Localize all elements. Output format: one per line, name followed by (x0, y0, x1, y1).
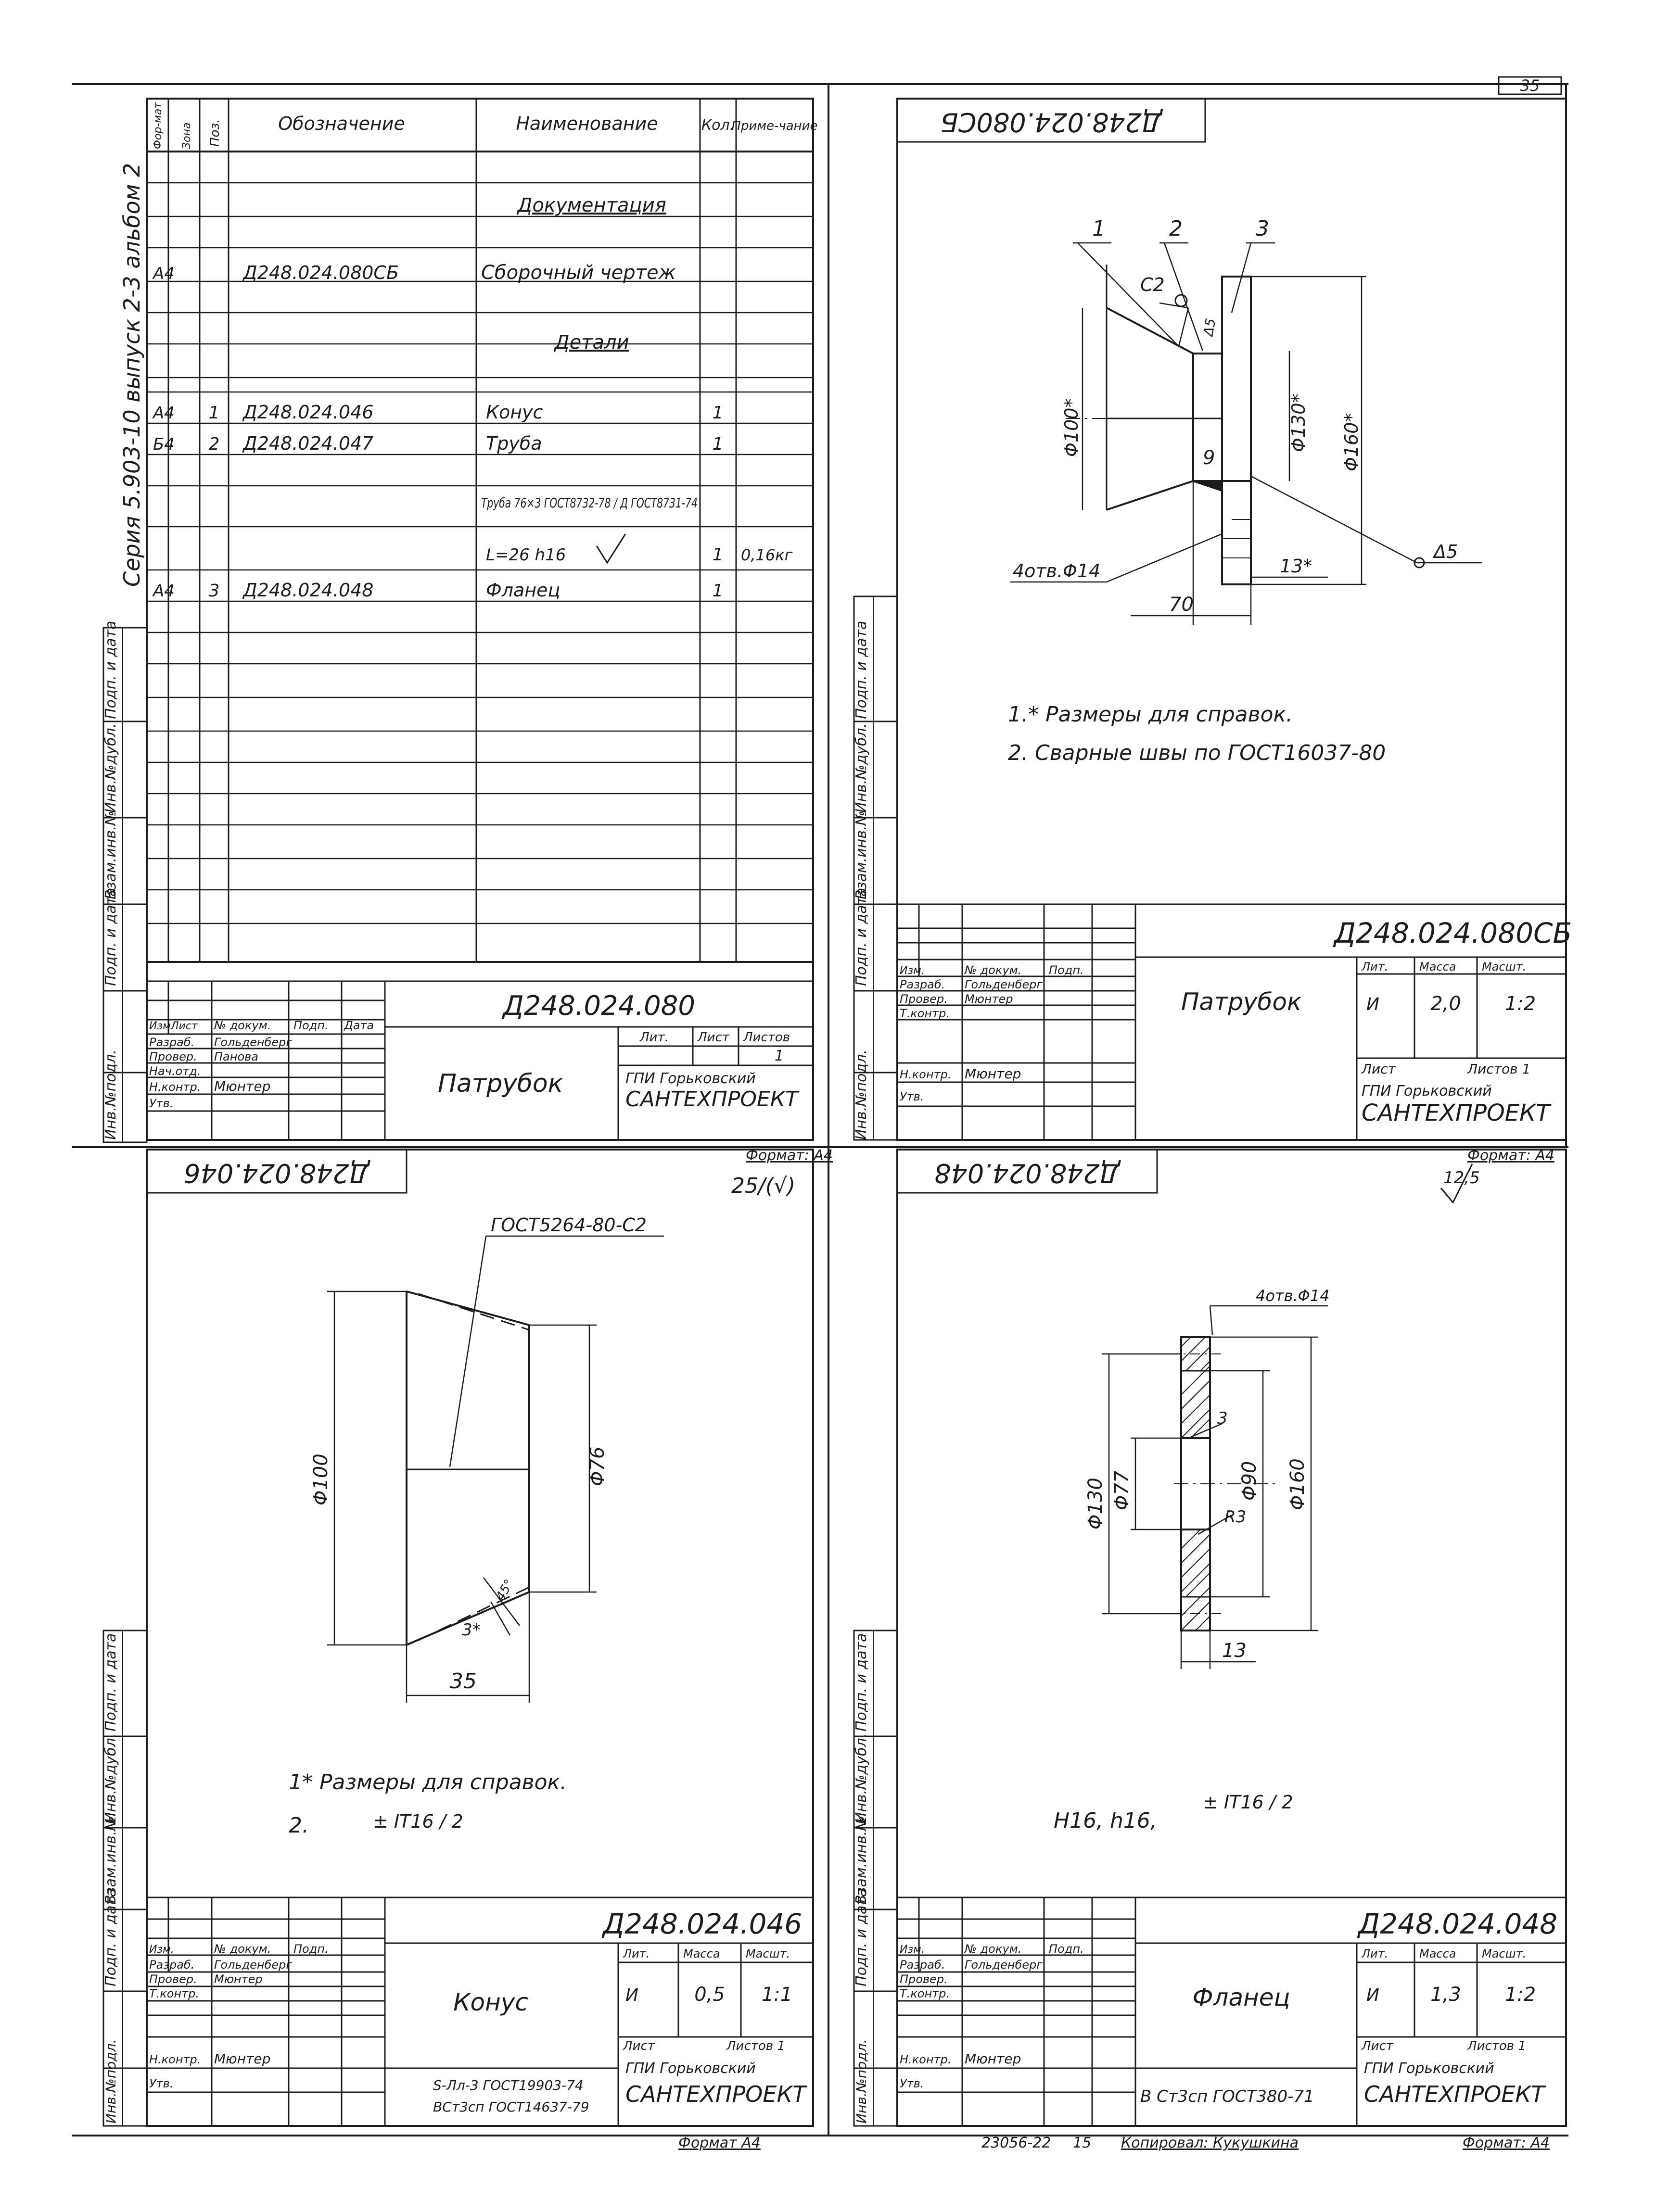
asm-dim-pipe-gap: 9 (1203, 447, 1215, 469)
asm-stamp-person-role-1: Провер. (900, 992, 948, 1006)
flange-stamp-person-role-1: Провер. (900, 1972, 948, 1986)
cone-stamp-person-role-2: Т.контр. (149, 1987, 200, 2000)
cone-stamp-material-2: ВСт3сп ГОСТ14637-79 (433, 2099, 589, 2115)
spec-row-details-name: Детали (554, 331, 629, 354)
spec-stamp-code: Д248.024.080 (502, 990, 696, 1022)
asm-dim-d130: Φ130* (1288, 393, 1309, 452)
asm-stamp-org1: ГПИ Горьковский (1362, 1083, 1492, 1100)
asm-note-1: 1.* Размеры для справок. (1008, 702, 1293, 727)
asm-callout-2: 2 (1169, 216, 1183, 241)
spec-row-pipe-material: Труба 76×3 ГОСТ8732-78 / Д ГОСТ8731-74 (481, 495, 698, 511)
cone-stamp-org2: САНТЕХПРОЕКТ (625, 2081, 806, 2107)
flange-stamp-person-name-3: Мюнтер (965, 2051, 1021, 2067)
flange-note-1: H16, h16, (1054, 1808, 1157, 1833)
flange-dim-d77: Φ77 (1111, 1470, 1133, 1510)
flange-stamp-material: В Ст3сп ГОСТ380-71 (1140, 2087, 1314, 2106)
side-label-inv-dubl: Инв.№дубл. (102, 723, 119, 813)
flange-stamp-code: Д248.024.048 (1358, 1908, 1558, 1940)
asm-dim-weld2: Δ5 (1434, 541, 1458, 562)
asm-dim-d100: Φ100* (1061, 398, 1082, 457)
spec-row-flange-qty: 1 (712, 581, 724, 601)
flange-stamp-person-role-4: Утв. (900, 2077, 924, 2090)
spec-header-qty: Кол. (701, 117, 735, 134)
cone-stamp-org1: ГПИ Горьковский (625, 2060, 756, 2077)
side-label-inv-podl: Инв.№подл. (102, 1049, 119, 1140)
flange-note-tolerance: ± IT16 / 2 (1203, 1792, 1293, 1813)
side-label-sign-date-1: Подп. и дата (102, 620, 119, 719)
flange-stamp-lit: Лит. (1362, 1947, 1388, 1960)
spec-row-asm-designation: Д248.024.080СБ (243, 262, 399, 283)
flange-dim-r3: R3 (1224, 1507, 1247, 1527)
spec-row-length-note: 0,16кг (741, 546, 793, 564)
spec-row-cone-designation: Д248.024.046 (243, 402, 374, 423)
cone-stamp-person-role-0: Разраб. (149, 1958, 195, 1972)
asm-side-label-inv-dubl: Инв.№дубл. (853, 723, 870, 813)
spec-header-zone: Зона (181, 122, 193, 149)
asm-callout-1: 1 (1092, 216, 1106, 241)
cone-stamp-role-3: Подп. (293, 1942, 329, 1956)
asm-dim-len: 70 (1169, 594, 1194, 616)
side-label-vzam-inv: Взам.инв.№ (102, 810, 119, 899)
asm-stamp-person-role-2: Т.контр. (900, 1007, 950, 1020)
asm-stamp-role-0: Изм. (900, 965, 925, 977)
spec-row-pipe-format: Б4 (153, 435, 175, 454)
cone-stamp-role-0: Изм. (149, 1944, 174, 1956)
flange-top-code: Д248.024.048 (934, 1158, 1120, 1188)
flange-stamp-org1: ГПИ Горьковский (1364, 2060, 1494, 2077)
spec-row-cone-name: Конус (486, 402, 543, 423)
flange-stamp-role-0: Изм. (900, 1944, 925, 1956)
spec-stamp-role-list: Лист (171, 1020, 198, 1032)
asm-weld-leg: Δ5 (1200, 317, 1219, 338)
asm-stamp-person-role-3: Н.контр. (900, 1068, 952, 1081)
cone-roughness: 25/(√) (731, 1174, 796, 1198)
assembly-sheet (853, 99, 1572, 1164)
spec-stamp-person-role-3: Н.контр. (149, 1080, 201, 1094)
spec-row-pipe-designation: Д248.024.047 (243, 433, 374, 454)
spec-row-asm-name: Сборочный чертеж (481, 262, 676, 284)
spec-row-cone-format: А4 (153, 404, 175, 423)
cone-stamp-person-role-4: Утв. (149, 2077, 174, 2090)
asm-dim-d160: Φ160* (1341, 413, 1362, 471)
cone-stamp-sheets: Листов 1 (726, 2039, 785, 2053)
footer-copied: Копировал: Кукушкина (1121, 2135, 1299, 2151)
asm-stamp-lit-value: И (1366, 995, 1379, 1014)
flange-stamp-scale-label: Масшт. (1482, 1947, 1527, 1960)
spec-header-name: Наименование (516, 113, 658, 134)
cone-stamp-scale: 1:1 (761, 1984, 793, 2006)
spec-header-designation: Обозначение (278, 113, 405, 134)
spec-stamp-org2: САНТЕХПРОЕКТ (625, 1087, 798, 1112)
footer-sheet-no: 15 (1073, 2135, 1092, 2151)
cone-side-label-inv-podl: Инв.№подл. (103, 2039, 119, 2124)
cone-side-label-sign-date-2: Подп. и дата (102, 1888, 119, 1986)
cone-stamp-lit-value: И (625, 1985, 638, 2005)
flange-side-label-sign-date-2: Подп. и дата (853, 1888, 870, 1986)
asm-dim-flange: 13* (1280, 556, 1312, 577)
asm-stamp-title: Патрубок (1181, 988, 1302, 1016)
spec-stamp-lit: Лит. (640, 1030, 669, 1045)
spec-row-docs-name: Документация (517, 194, 666, 216)
asm-side-label-inv-podl: Инв.№подл. (853, 1049, 870, 1140)
flange-side-label-vzam-inv: Взам.инв.№ (853, 1816, 870, 1905)
asm-stamp-person-name-0: Гольденберг (965, 978, 1043, 991)
cone-stamp-material-1: S-Лл-3 ГОСТ19903-74 (433, 2077, 584, 2093)
cone-dim-d76: Φ76 (586, 1446, 609, 1486)
spec-stamp-sheets-value: 1 (775, 1048, 784, 1064)
cone-stamp-mass-label: Масса (683, 1947, 720, 1960)
asm-stamp-person-name-1: Мюнтер (965, 992, 1013, 1006)
asm-stamp-scale-label: Масшт. (1482, 960, 1527, 973)
spec-row-cone-pos: 1 (208, 403, 220, 423)
flange-stamp-org2: САНТЕХПРОЕКТ (1364, 2081, 1545, 2107)
spec-header-pos: Поз. (208, 119, 222, 147)
spec-stamp-sheets: Листов (743, 1030, 790, 1045)
asm-stamp-person-name-3: Мюнтер (965, 1066, 1021, 1082)
flange-dim-t3: 3 (1217, 1409, 1228, 1428)
asm-stamp-mass: 2,0 (1430, 993, 1461, 1015)
asm-stamp-role-3: Подп. (1049, 963, 1084, 977)
flange-stamp-person-role-2: Т.контр. (900, 1987, 950, 2000)
spec-stamp-role-sign: Подп. (293, 1019, 329, 1032)
spec-header-format: Фор-мат (152, 102, 164, 149)
asm-callout-3: 3 (1256, 216, 1269, 241)
flange-stamp-role-2: № докум. (965, 1942, 1022, 1956)
asm-side-label-vzam-inv: Взам.инв.№ (853, 810, 870, 899)
cone-dim-d100: Φ100 (310, 1454, 332, 1505)
specification-sheet (102, 99, 833, 1164)
series-note: Серия 5.903-10 выпуск 2-3 альбом 2 (119, 163, 145, 587)
flange-sheet (853, 1150, 1566, 2151)
flange-stamp-person-role-0: Разраб. (900, 1958, 945, 1972)
flange-stamp-mass: 1,3 (1430, 1984, 1461, 2006)
page-number: 35 (1520, 76, 1540, 95)
asm-top-code: Д248.024.080СБ (940, 107, 1162, 138)
footer-order: 23056-22 (981, 2135, 1051, 2151)
cone-weld-note: ГОСТ5264-80-С2 (491, 1214, 647, 1236)
asm-dim-holes: 4отв.Φ14 (1013, 560, 1101, 581)
flange-dim-d130: Φ130 (1084, 1478, 1107, 1529)
spec-stamp-person-name-3: Мюнтер (214, 1078, 271, 1094)
cone-stamp-mass: 0,5 (694, 1984, 725, 2006)
cone-stamp-scale-label: Масшт. (746, 1947, 790, 1960)
flange-side-label-sign-date-1: Подп. и дата (853, 1633, 870, 1732)
spec-row-pipe-name: Труба (486, 433, 542, 454)
cone-dim-chamfer: 3* (462, 1620, 481, 1640)
spec-stamp-sheet: Лист (698, 1030, 729, 1045)
asm-stamp-person-role-0: Разраб. (900, 978, 945, 991)
spec-stamp-person-role-1: Провер. (149, 1050, 197, 1063)
cone-note-2: 2. (289, 1813, 309, 1838)
cone-stamp-person-name-3: Мюнтер (214, 2051, 271, 2067)
cone-note-tolerance: ± IT16 / 2 (373, 1811, 463, 1832)
spec-stamp-person-role-4: Утв. (149, 1097, 174, 1110)
cone-dim-ang: 45° (493, 1577, 517, 1604)
flange-side-label-inv-dubl: Инв.№дубл. (853, 1733, 870, 1823)
roughness-mark-icon (597, 534, 625, 563)
cone-stamp-person-name-0: Гольденберг (214, 1958, 292, 1972)
spec-stamp-format: Формат: А4 (746, 1147, 833, 1164)
flange-dim-thk: 13 (1222, 1640, 1247, 1662)
spec-stamp-person-name-1: Панова (214, 1050, 258, 1063)
spec-row-asm-format: А4 (153, 264, 175, 283)
cone-stamp-person-role-1: Провер. (149, 1972, 197, 1986)
spec-stamp-title: Патрубок (437, 1069, 563, 1098)
cone-top-code: Д248.024.046 (184, 1158, 369, 1188)
asm-weld-label: С2 (1140, 274, 1165, 295)
flange-stamp-mass-label: Масса (1419, 1947, 1456, 1960)
spec-stamp-person-name-0: Гольденберг (214, 1036, 292, 1049)
cone-sheet (102, 1150, 813, 2151)
cone-stamp-code: Д248.024.046 (602, 1908, 803, 1940)
cone-dim-len: 35 (450, 1669, 477, 1694)
asm-stamp-mass-label: Масса (1419, 960, 1456, 973)
cone-stamp-person-name-1: Мюнтер (214, 1972, 263, 1986)
spec-row-flange-format: А4 (153, 581, 175, 601)
spec-row-cone-qty: 1 (712, 403, 724, 423)
spec-stamp-org1: ГПИ Горьковский (625, 1070, 756, 1087)
flange-roughness: 12,5 (1443, 1168, 1480, 1188)
spec-row-length-qty: 1 (712, 545, 724, 565)
spec-stamp-person-role-2: Нач.отд. (149, 1064, 201, 1078)
flange-dim-d90: Φ90 (1238, 1461, 1261, 1501)
spec-row-flange-designation: Д248.024.048 (243, 580, 374, 601)
cone-stamp-sheet: Лист (623, 2039, 655, 2053)
cone-stamp-role-2: № докум. (214, 1942, 271, 1956)
cone-side-label-sign-date-1: Подп. и дата (102, 1633, 119, 1732)
spec-row-flange-pos: 3 (208, 581, 220, 601)
cone-stamp-person-role-3: Н.контр. (149, 2053, 201, 2066)
cone-side-label-inv-dubl: Инв.№дубл. (102, 1733, 119, 1823)
flange-dim-holes: 4отв.Φ14 (1256, 1287, 1330, 1305)
asm-stamp-role-2: № докум. (965, 963, 1022, 977)
flange-side-label-inv-podl: Инв.№подл. (853, 2039, 869, 2124)
asm-side-label-sign-date-2: Подп. и дата (853, 887, 870, 986)
cone-stamp-title: Конус (453, 1988, 528, 2016)
flange-stamp-sheet: Лист (1362, 2039, 1393, 2053)
asm-side-label-sign-date-1: Подп. и дата (853, 620, 870, 719)
flange-stamp-sheets: Листов 1 (1467, 2039, 1526, 2053)
side-label-sign-date-2: Подп. и дата (102, 887, 119, 986)
flange-stamp-lit-value: И (1366, 1985, 1379, 2005)
cone-side-label-vzam-inv: Взам.инв.№ (102, 1816, 119, 1905)
flange-dim-d160: Φ160 (1287, 1458, 1309, 1510)
flange-stamp-role-3: Подп. (1049, 1942, 1084, 1956)
asm-stamp-sheets: Листов 1 (1467, 1061, 1531, 1077)
flange-stamp-title: Фланец (1192, 1984, 1290, 2011)
spec-row-pipe-qty: 1 (712, 434, 724, 454)
cone-stamp-lit: Лит. (623, 1947, 650, 1960)
flange-stamp-person-name-0: Гольденберг (965, 1958, 1043, 1972)
asm-note-2: 2. Сварные швы по ГОСТ16037-80 (1008, 741, 1386, 765)
flange-stamp-format: Формат: А4 (1463, 2135, 1550, 2151)
spec-row-length-name: L=26 h16 (486, 545, 566, 565)
asm-stamp-org2: САНТЕХПРОЕКТ (1362, 1100, 1550, 1126)
spec-stamp-role-doc: № докум. (214, 1019, 271, 1032)
assembly-drawing (1063, 265, 1251, 584)
asm-stamp-code: Д248.024.080СБ (1334, 917, 1572, 949)
spec-stamp-role-date: Дата (344, 1019, 374, 1032)
cone-stamp-format: Формат А4 (678, 2135, 761, 2151)
asm-stamp-person-role-4: Утв. (900, 1090, 924, 1103)
asm-stamp-sheet: Лист (1362, 1061, 1396, 1077)
asm-stamp-scale: 1:2 (1504, 993, 1536, 1015)
cone-note-1: 1* Размеры для справок. (289, 1770, 567, 1795)
asm-stamp-format: Формат: А4 (1467, 1147, 1554, 1164)
spec-row-pipe-pos: 2 (208, 434, 220, 454)
flange-stamp-person-role-3: Н.контр. (900, 2053, 952, 2066)
spec-stamp-role-izm: Изм. (149, 1020, 174, 1032)
flange-stamp-scale: 1:2 (1504, 1984, 1536, 2006)
asm-stamp-lit: Лит. (1362, 960, 1388, 973)
spec-header-note: Приме-чание (731, 119, 818, 133)
spec-stamp-person-role-0: Разраб. (149, 1036, 195, 1049)
spec-row-flange-name: Фланец (486, 580, 560, 601)
